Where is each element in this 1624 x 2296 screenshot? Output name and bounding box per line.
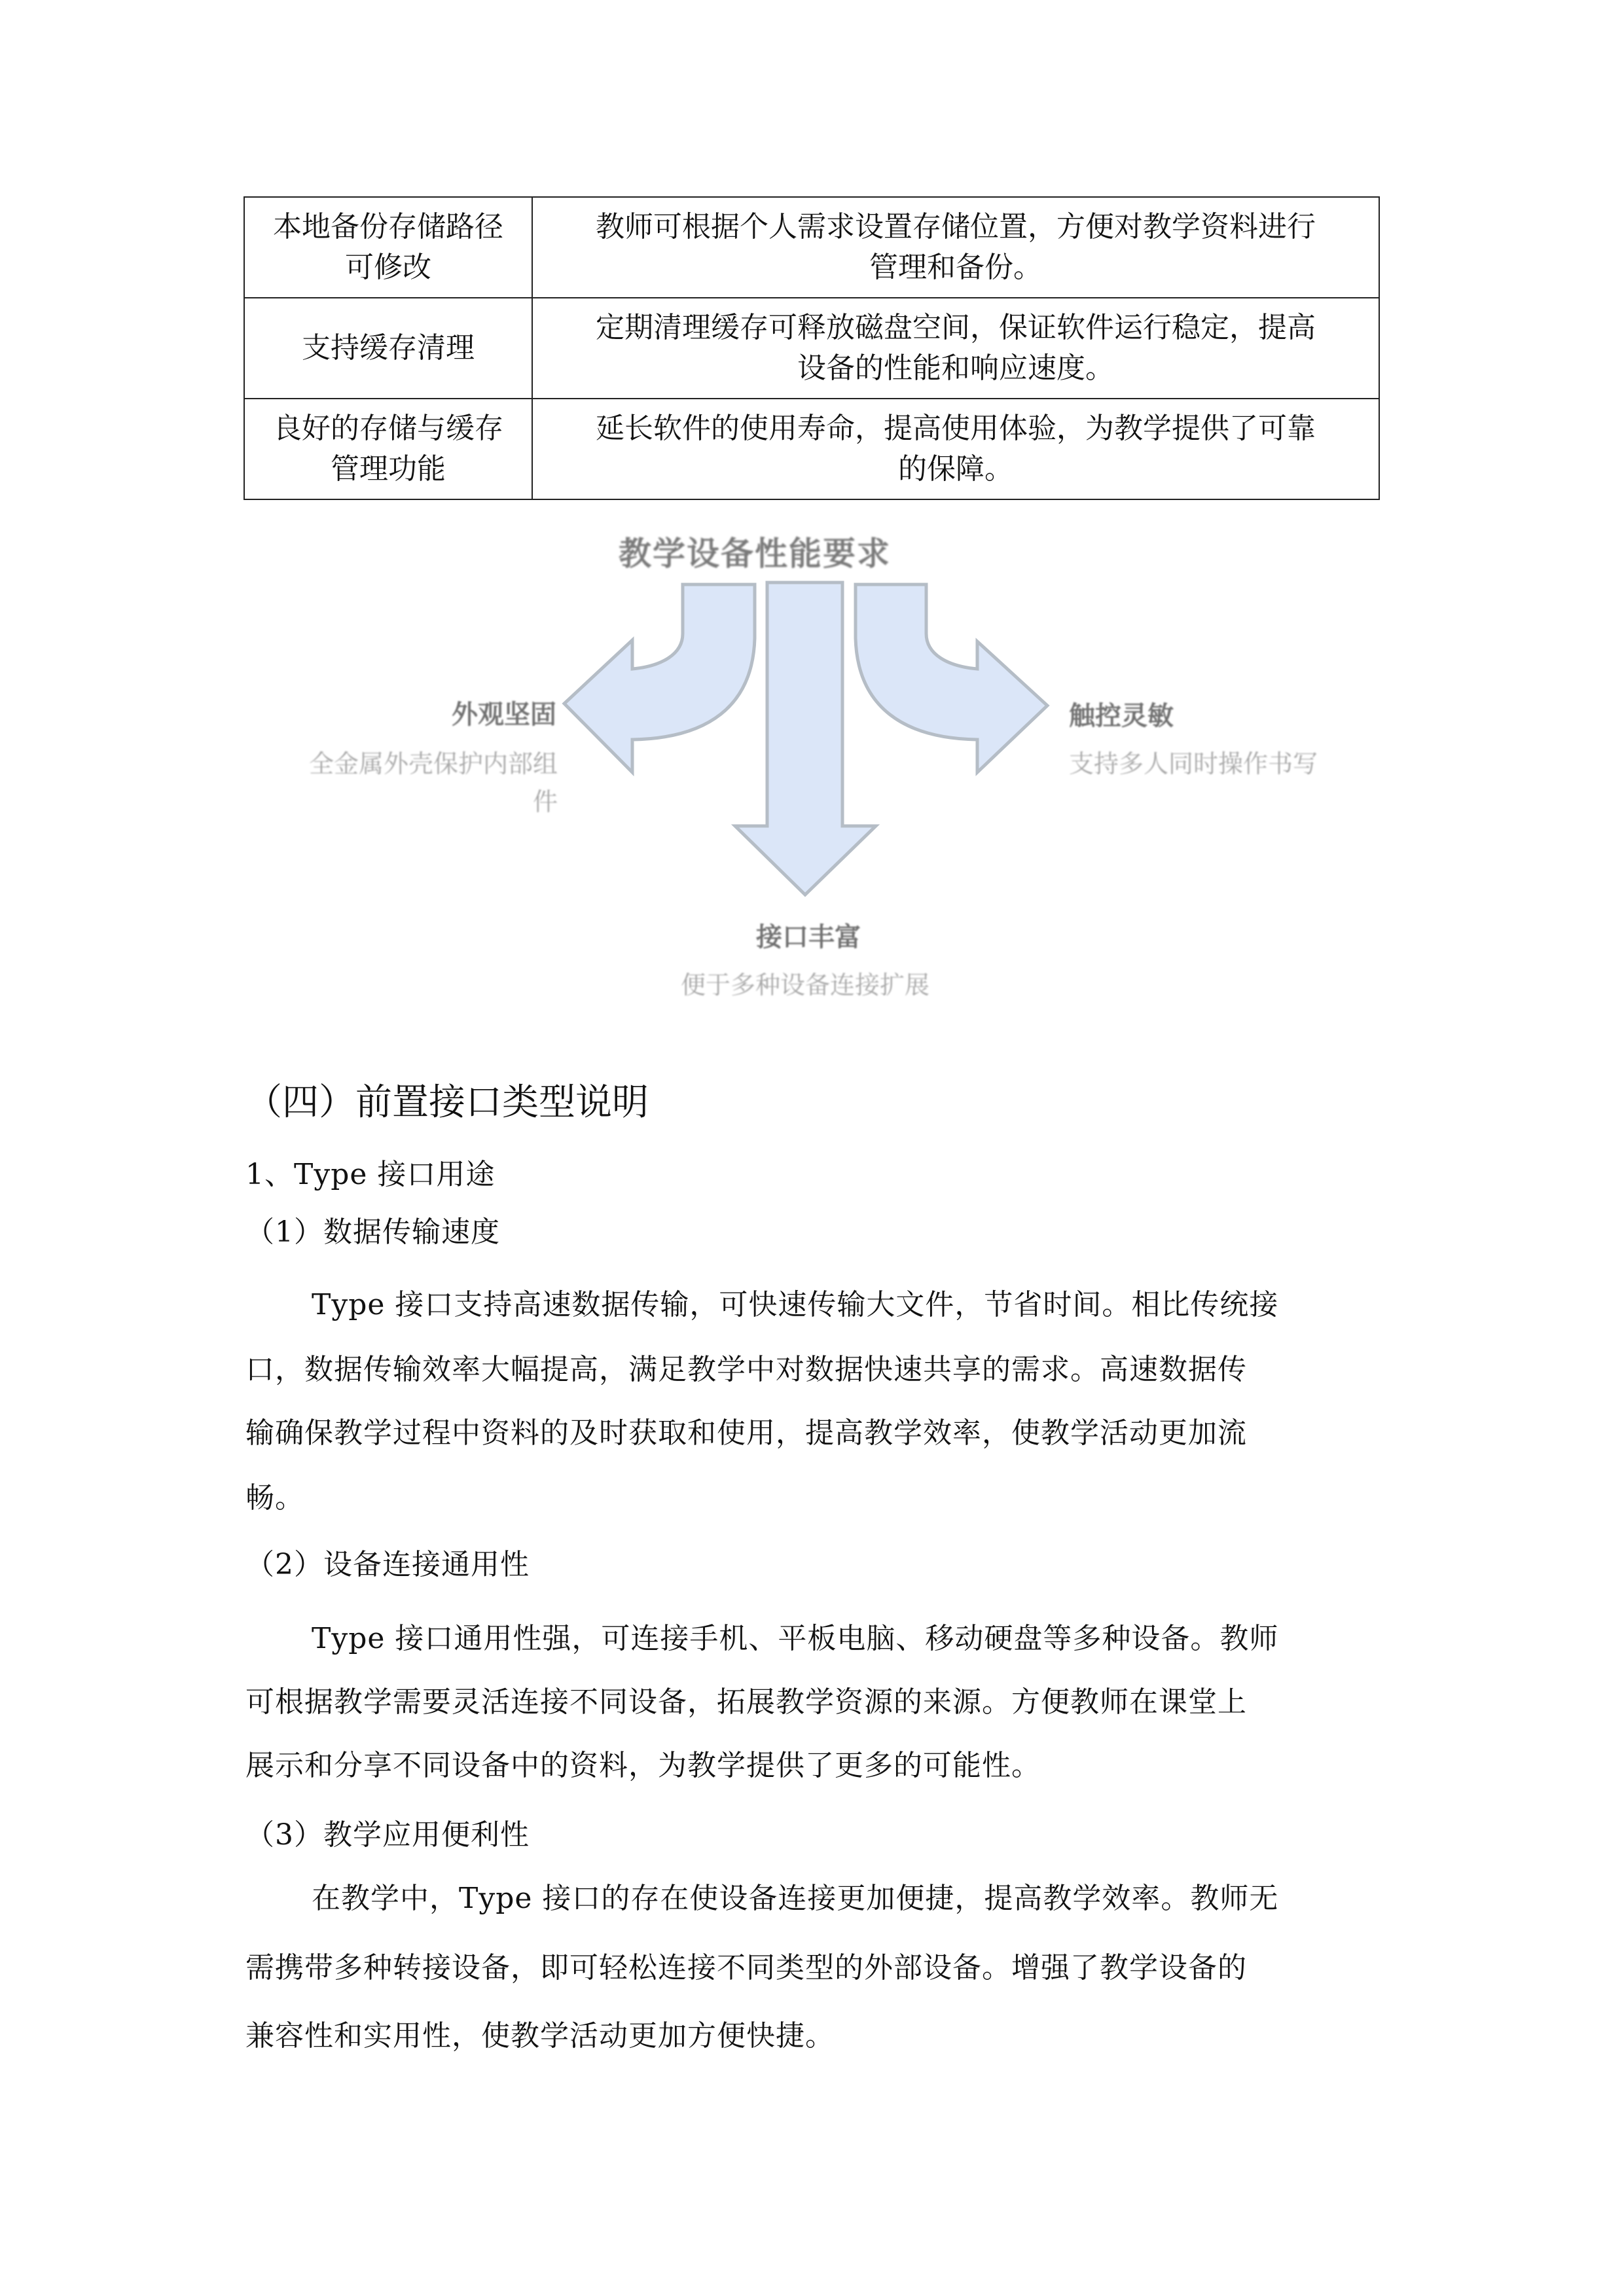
arrow-left-icon [564, 584, 755, 772]
item-title: （3）教学应用便利性 [245, 1818, 530, 1852]
branch-label-left: 外观坚固 [452, 700, 556, 730]
branch-label-down: 接口丰富 [756, 922, 861, 952]
branch-desc-line: 支持多人同时操作书写 [1069, 749, 1318, 778]
paragraph-line: 展示和分享不同设备中的资料，为教学提供了更多的可能性。 [245, 1749, 1041, 1782]
feature-text: 管理功能 [331, 452, 446, 486]
item-title: （1）数据传输速度 [245, 1215, 500, 1249]
description-text: 管理和备份。 [869, 251, 1042, 284]
paragraph-line: 口，数据传输效率大幅提高，满足教学中对数据快速共享的需求。高速数据传 [245, 1353, 1247, 1386]
paragraph-line: 在教学中，Type 接口的存在使设备连接更加便捷，提高教学效率。教师无 [312, 1882, 1279, 1915]
description-text: 的保障。 [898, 452, 1013, 486]
branch-desc-line: 便于多种设备连接扩展 [681, 971, 930, 999]
feature-text: 本地备份存储路径 [273, 210, 503, 243]
branch-desc-line: 件 [532, 787, 558, 816]
arrow-right-icon [856, 584, 1047, 772]
paragraph-line: 输确保教学过程中资料的及时获取和使用，提高教学效率，使教学活动更加流 [245, 1416, 1247, 1450]
description-text: 延长软件的使用寿命，提高使用体验，为教学提供了可靠 [596, 412, 1316, 445]
subsection-heading: 1、Type 接口用途 [245, 1158, 496, 1191]
diagram-title: 教学设备性能要求 [619, 535, 891, 573]
branch-desc-right [1069, 745, 1318, 783]
description-text: 设备的性能和响应速度。 [797, 351, 1114, 385]
feature-text: 可修改 [345, 251, 431, 284]
paragraph-line: 畅。 [245, 1481, 304, 1515]
section-heading: （四）前置接口类型说明 [245, 1081, 649, 1124]
paragraph-line: 兼容性和实用性，使教学活动更加方便快捷。 [245, 2019, 835, 2053]
description-text: 教师可根据个人需求设置存储位置，方便对教学资料进行 [596, 210, 1316, 243]
paragraph-line: Type 接口支持高速数据传输，可快速传输大文件，节省时间。相比传统接 [312, 1288, 1279, 1321]
branch-desc-line: 全金属外壳保护内部组 [308, 749, 558, 778]
paragraph-line: 可根据教学需要灵活连接不同设备，拓展教学资源的来源。方便教师在课堂上 [245, 1685, 1247, 1719]
diagram-arrows [0, 0, 1624, 1047]
branch-label-right: 触控灵敏 [1069, 701, 1174, 731]
feature-text: 良好的存储与缓存 [273, 412, 503, 445]
paragraph-line: Type 接口通用性强，可连接手机、平板电脑、移动硬盘等多种设备。教师 [312, 1622, 1279, 1655]
branch-desc-left [268, 745, 558, 821]
item-title: （2）设备连接通用性 [245, 1548, 530, 1581]
feature-text: 支持缓存清理 [302, 331, 475, 365]
description-text: 定期清理缓存可释放磁盘空间，保证软件运行稳定，提高 [596, 311, 1316, 344]
paragraph-line: 需携带多种转接设备，即可轻松连接不同类型的外部设备。增强了教学设备的 [245, 1951, 1247, 1984]
branch-desc-down [681, 966, 929, 1004]
